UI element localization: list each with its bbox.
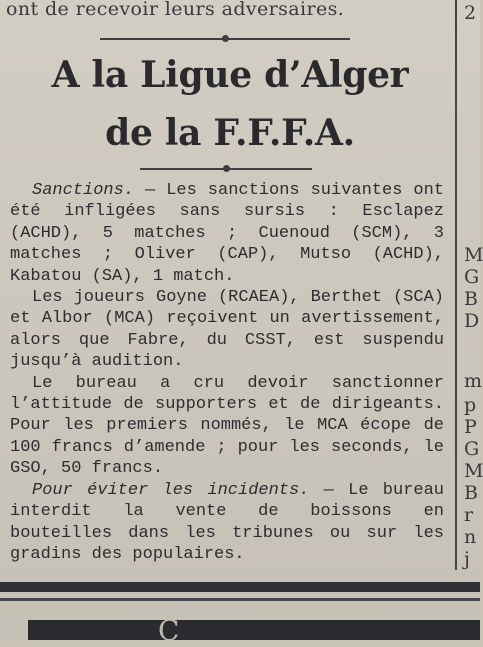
article-body: [10, 180, 444, 565]
fragment-char: M: [464, 244, 483, 266]
banner-glyph: C: [158, 614, 180, 647]
paragraph-lead: Pour éviter les incidents.: [32, 480, 310, 500]
paragraph-text: — Le bureau interdit la vente de boissons en bouteilles dans les tribunes ou sur les gradins des populaires.: [10, 480, 445, 564]
paragraph-sanctions: [10, 180, 444, 287]
fragment-char: G: [464, 438, 480, 460]
ornament-dot: [222, 35, 229, 42]
paragraph-text: — Les sanctions suivantes ont été infligées sans sursis : Esclapez (ACHD), 5 matches ; Cuenoud (SCM), 3 matches ; Oliver (CAP), Mutso (ACHD), Kabatou (SA), 1 match.: [10, 181, 444, 286]
paragraph-incidents: [10, 480, 444, 566]
fragment-char: m: [464, 370, 483, 392]
fragment-char: r: [464, 504, 474, 526]
headline-line-1: A la Ligue d’Alger: [51, 54, 409, 96]
fragment-char: B: [464, 482, 478, 504]
ornament-dot: [223, 165, 230, 172]
paragraph-lead: Sanctions.: [32, 181, 135, 200]
bottom-thin-rule: [0, 598, 480, 601]
column-rule: [455, 0, 457, 570]
paragraph-text: Les joueurs Goyne (RCAEA), Berthet (SCA) et Albor (MCA) reçoivent un avertissement, alors que Fabre, du CSST, est suspendu jusqu’à audition.: [10, 288, 444, 372]
previous-article-last-line: ont de recevoir leurs adversaires.: [6, 0, 345, 20]
fragment-char: B: [464, 288, 478, 310]
next-article-banner: [28, 614, 480, 647]
bottom-ornament-rule: [140, 168, 312, 170]
paragraph-fines: [10, 373, 444, 480]
fragment-char: 2: [464, 2, 477, 24]
fragment-char: p: [464, 394, 477, 416]
paragraph-warnings: [10, 287, 444, 373]
top-ornament-rule: [100, 38, 350, 40]
fragment-char: n: [464, 526, 477, 548]
fragment-char: G: [464, 266, 480, 288]
fragment-char: P: [464, 416, 477, 438]
headline-line-2: de la F.F.F.A.: [105, 112, 355, 154]
paragraph-text: Le bureau a cru devoir sanctionner l’attitude de supporters et de dirigeants. Pour les premiers nommés, le MCA écope de 100 francs d’amende ; pour les seconds, le GSO, 50 francs.: [10, 373, 444, 479]
fragment-char: j: [464, 548, 470, 570]
adjacent-column-fragment: [462, 0, 483, 570]
fragment-char: M: [464, 460, 483, 482]
bottom-thick-rule: [0, 582, 480, 592]
fragment-char: D: [464, 310, 480, 332]
